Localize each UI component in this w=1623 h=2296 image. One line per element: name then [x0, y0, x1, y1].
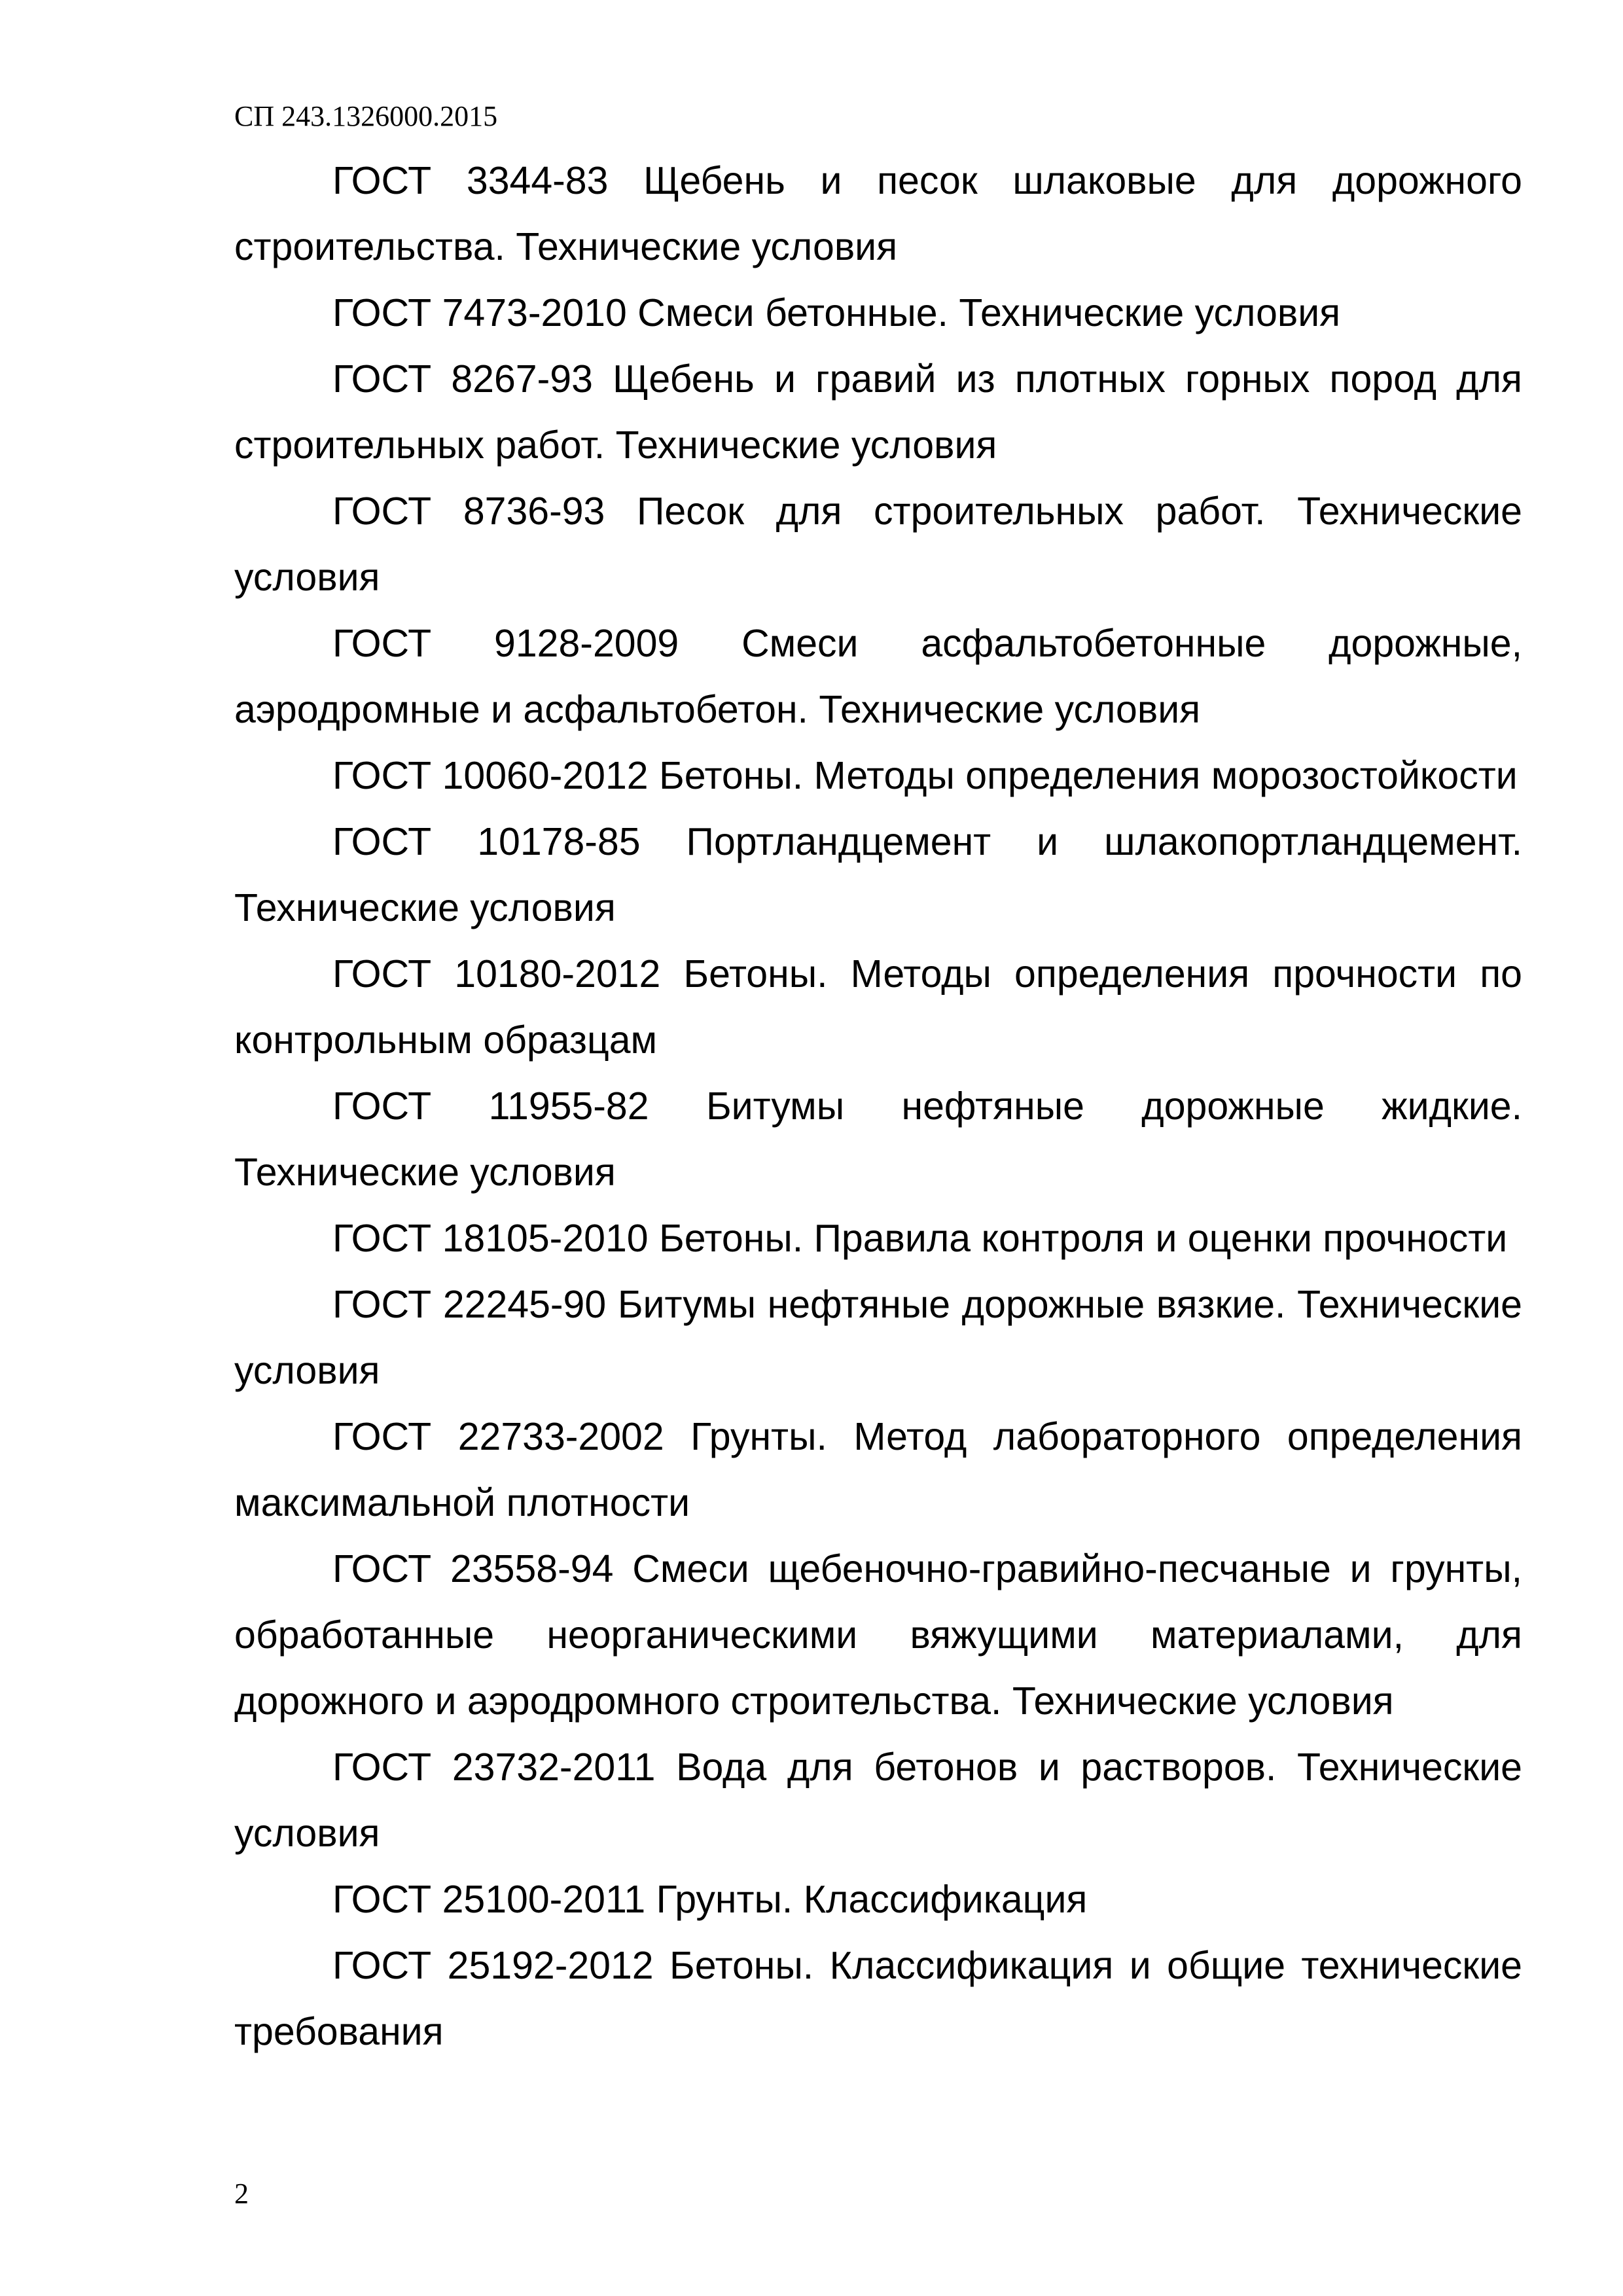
- standard-code: ГОСТ 10178-85: [332, 820, 641, 863]
- standard-code: ГОСТ 22245-90: [332, 1283, 607, 1326]
- standard-code: ГОСТ 7473-2010: [332, 291, 627, 334]
- standard-code: ГОСТ 3344-83: [332, 159, 609, 202]
- standard-entry: [234, 1206, 1522, 1272]
- standard-entry: [234, 346, 1522, 478]
- standard-code: ГОСТ 18105-2010: [332, 1217, 649, 1260]
- standard-code: ГОСТ 8267-93: [332, 357, 593, 401]
- standard-title: Щебень и песок шлаковые для дорожного строительства. Технические условия: [234, 159, 1522, 268]
- standard-entry: [234, 1272, 1522, 1404]
- standard-title: Смеси асфальтобетонные дорожные, аэродромные и асфальтобетон. Технические условия: [234, 622, 1522, 731]
- page-number: 2: [234, 2178, 249, 2210]
- standard-code: ГОСТ 23732-2011: [332, 1746, 656, 1789]
- standard-code: ГОСТ 9128-2009: [332, 622, 679, 665]
- standard-code: ГОСТ 25192-2012: [332, 1944, 654, 1987]
- document-code-header: СП 243.1326000.2015: [234, 100, 498, 132]
- standard-title: Битумы нефтяные дорожные жидкие. Технические условия: [234, 1085, 1522, 1194]
- standard-title: Бетоны. Методы определения прочности по контрольным образцам: [234, 952, 1522, 1062]
- standard-title: Бетоны. Правила контроля и оценки прочности: [658, 1217, 1508, 1260]
- standard-entry: [234, 743, 1522, 809]
- standard-code: ГОСТ 10060-2012: [332, 754, 649, 797]
- standard-entry: [234, 148, 1522, 280]
- standard-title: Щебень и гравий из плотных горных пород для строительных работ. Технические условия: [234, 357, 1522, 467]
- standard-entry: [234, 1536, 1522, 1734]
- standard-entry: [234, 1933, 1522, 2065]
- standard-entry: [234, 280, 1522, 346]
- standard-entry: [234, 1404, 1522, 1536]
- standard-entry: [234, 1867, 1522, 1933]
- standard-code: ГОСТ 22733-2002: [332, 1415, 664, 1458]
- standards-list: [234, 148, 1522, 2065]
- standard-title: Грунты. Метод лабораторного определения максимальной плотности: [234, 1415, 1522, 1524]
- standard-entry: [234, 941, 1522, 1073]
- standard-title: Битумы нефтяные дорожные вязкие. Технические условия: [234, 1283, 1522, 1392]
- standard-entry: [234, 478, 1522, 611]
- standard-code: ГОСТ 8736-93: [332, 490, 605, 533]
- standard-code: ГОСТ 25100-2011: [332, 1878, 646, 1921]
- standard-entry: [234, 1734, 1522, 1867]
- standard-title: Вода для бетонов и растворов. Технические условия: [234, 1746, 1522, 1855]
- standard-title: Смеси щебеночно-гравийно-песчаные и грунты, обработанные неорганическими вяжущими материалами, для дорожного и аэродромного строительства. Технические условия: [234, 1547, 1522, 1723]
- standard-title: Бетоны. Классификация и общие технические требования: [234, 1944, 1522, 2053]
- standard-title: Смеси бетонные. Технические условия: [637, 291, 1341, 334]
- standard-title: Портландцемент и шлакопортландцемент. Технические условия: [234, 820, 1522, 929]
- standard-code: ГОСТ 10180-2012: [332, 952, 661, 996]
- standard-title: Песок для строительных работ. Технические условия: [234, 490, 1522, 599]
- standard-entry: [234, 1073, 1522, 1206]
- standard-title: Бетоны. Методы определения морозостойкости: [658, 754, 1518, 797]
- standard-code: ГОСТ 23558-94: [332, 1547, 614, 1590]
- standard-title: Грунты. Классификация: [656, 1878, 1088, 1921]
- standard-entry: [234, 611, 1522, 743]
- standard-code: ГОСТ 11955-82: [332, 1085, 649, 1128]
- standard-entry: [234, 809, 1522, 941]
